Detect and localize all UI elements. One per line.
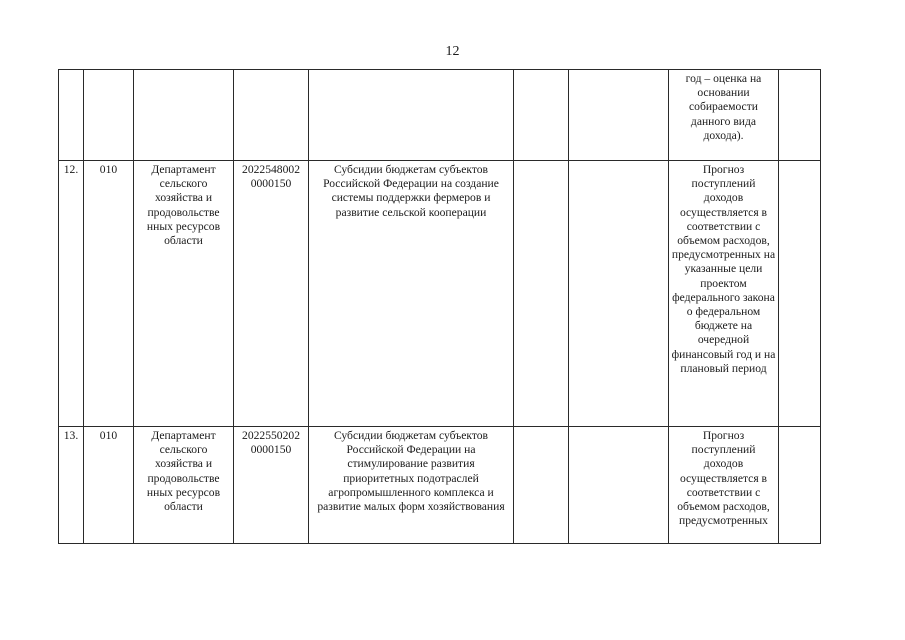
cell-name: [309, 427, 514, 544]
admin-name: Департамент сельского хозяйства и продовольстве нных ресурсов области: [146, 429, 221, 514]
row-number: 13.: [63, 429, 79, 442]
cell-empty-c: [779, 427, 821, 544]
cell-forecast: [669, 70, 779, 161]
table-row: [59, 427, 821, 544]
cell-admin: [134, 427, 234, 544]
cell-empty-b: [569, 161, 669, 427]
admin-name: Департамент сельского хозяйства и продовольстве нных ресурсов области: [146, 163, 221, 248]
cell-admin: [134, 161, 234, 427]
cell-empty-c: [779, 161, 821, 427]
admin-code: 010: [99, 163, 118, 176]
cell-kbk: [234, 427, 309, 544]
cell-kbk: [234, 70, 309, 161]
forecast-text: Прогноз поступлений доходов осуществляется в соответствии с объемом расходов, предусмотренных: [677, 429, 770, 528]
budget-code: 2022548002 0000150: [242, 163, 300, 191]
cell-forecast: [669, 161, 779, 427]
income-name: Субсидии бюджетам субъектов Российской Федерации на создание системы поддержки фермеров и развитие сельской кооперации: [323, 163, 499, 219]
cell-num: [59, 427, 84, 544]
table-row-continuation: [59, 70, 821, 161]
cell-admin: [134, 70, 234, 161]
table-row: [59, 161, 821, 427]
income-name: Субсидии бюджетам субъектов Российской Федерации на стимулирование развития приоритетных подотраслей агропромышленного комплекса и развитие малых форм хозяйствования: [317, 429, 505, 514]
admin-code: 010: [99, 429, 118, 442]
cell-num: [59, 161, 84, 427]
cell-empty-b: [569, 427, 669, 544]
cell-code: [84, 70, 134, 161]
budget-code: 2022550202 0000150: [242, 429, 300, 457]
cell-name: [309, 70, 514, 161]
page-number: 12: [445, 44, 460, 59]
cell-code: [84, 161, 134, 427]
cell-empty-b: [569, 70, 669, 161]
cell-kbk: [234, 161, 309, 427]
forecast-text: Прогноз поступлений доходов осуществляется в соответствии с объемом расходов, предусмотренных на указанные цели проектом федерального закона о федеральном бюджете на очередной финансовый год и на плановый период: [671, 163, 776, 375]
cell-empty-a: [514, 161, 569, 427]
cell-code: [84, 427, 134, 544]
cell-empty-a: [514, 427, 569, 544]
cell-empty-c: [779, 70, 821, 161]
income-sources-table: [58, 69, 821, 544]
cell-name: [309, 161, 514, 427]
row-number: 12.: [63, 163, 79, 176]
cell-empty-a: [514, 70, 569, 161]
forecast-text: год – оценка на основании собираемости данного вида дохода).: [685, 72, 762, 142]
cell-forecast: [669, 427, 779, 544]
cell-num: [59, 70, 84, 161]
